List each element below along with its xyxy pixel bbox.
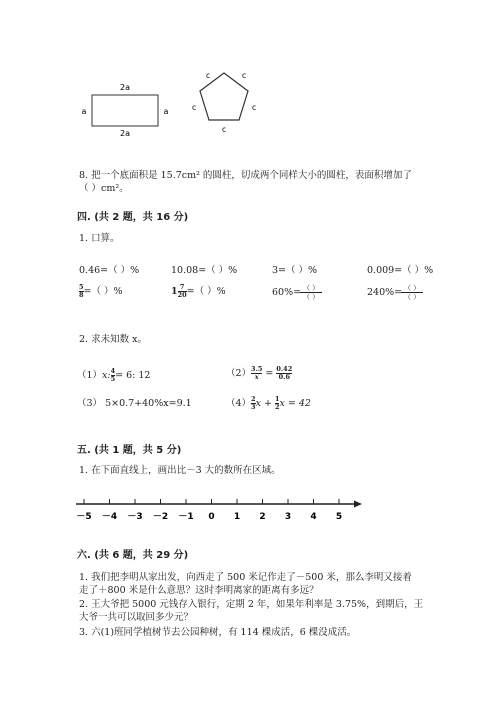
number-line-tick-label: 4 xyxy=(310,512,317,522)
fraction-blank-60: （ ） （ ） xyxy=(300,284,322,301)
number-line-tick-label: 5 xyxy=(335,512,343,522)
fraction-3-5-x: $\frac{3.5}{x}$ xyxy=(251,365,263,381)
number-line-tick-label: －2 xyxy=(152,512,169,522)
fraction-0-42-0-6: $\frac{0.42}{0.6}$ xyxy=(276,365,293,381)
number-line-tick-label: －4 xyxy=(101,512,118,522)
fraction-blank-240: （ ） （ ） xyxy=(401,284,423,301)
sec4-q2-text: 2. 求未知数 x。 xyxy=(79,334,147,345)
sec4-q1-text: 1. 口算。 xyxy=(79,233,120,244)
calc-5-8: $\frac{5}{8}$ =（ ）% xyxy=(79,283,123,299)
penta-label-5: c xyxy=(191,103,197,112)
equation-3: （3） 5×0.7+40%x=9.1 xyxy=(77,398,192,409)
number-line-tick-label: 2 xyxy=(259,512,266,522)
penta-label-2: c xyxy=(241,71,247,80)
number-line-arrow xyxy=(354,501,362,508)
geometry-figures xyxy=(70,60,290,145)
rect-bottom-label: 2a xyxy=(120,129,130,138)
calc-0-46: 0.46=（ ）% xyxy=(79,265,140,276)
rect-right-label: a xyxy=(163,107,169,116)
number-line-tick-label: 1 xyxy=(233,512,241,522)
number-line-tick-label: 0 xyxy=(208,512,215,522)
section-4-heading: 四. (共 2 题，共 16 分) xyxy=(77,212,189,223)
fraction-2-3: $\frac{2}{3}$ xyxy=(251,395,256,411)
section-6-heading: 六. (共 6 题，共 29 分) xyxy=(77,550,189,561)
q8-line2: （ ）cm²。 xyxy=(79,183,129,194)
section-5-heading: 五. (共 1 题，共 5 分) xyxy=(77,445,182,456)
rectangle-shape xyxy=(92,95,158,126)
q8-line1: 8. 把一个底面积是 15.7cm² 的圆柱，切成两个同样大小的圆柱，表面积增加了 xyxy=(79,170,412,181)
fraction-7-20: $\frac{7}{20}$ xyxy=(177,283,187,299)
number-line xyxy=(70,496,370,526)
penta-label-3: c xyxy=(251,103,257,112)
calc-1-7-20: 1 $\frac{7}{20}$ =（ ）% xyxy=(171,283,226,299)
rect-left-label: a xyxy=(81,107,87,116)
number-line-tick-label: －5 xyxy=(76,512,92,522)
rect-top-label: 2a xyxy=(120,83,130,92)
equation-1: （1）x: $\frac{4}{5}$ = 6: 12 xyxy=(77,367,151,383)
sec6-q2-line1: 2. 王大爷把 5000 元钱存入银行，定期 2 年，如果年利率是 3.75%，到期后，王 xyxy=(79,599,424,610)
sec6-q1-line1: 1. 我们把李明从家出发，向西走了 500 米记作走了－500 米，那么李明又接着 xyxy=(79,572,412,583)
calc-3: 3=（ ）% xyxy=(272,265,318,276)
sec6-q1-line2: 走了＋800 米是什么意思？这时李明离家的距离有多远？ xyxy=(79,585,319,596)
calc-60-percent: 60%= （ ） （ ） xyxy=(272,284,322,301)
number-line-tick-label: 3 xyxy=(284,512,292,522)
fraction-1-2: $\frac{1}{2}$ xyxy=(274,395,280,411)
sec6-q2-line2: 大爷一共可以取回多少元？ xyxy=(79,612,194,623)
equation-4: （4） $\frac{2}{3}$ x + $\frac{1}{2}$ x = 42 xyxy=(226,395,311,411)
calc-10-08: 10.08=（ ）% xyxy=(171,265,238,276)
calc-0-009: 0.009=（ ）% xyxy=(367,265,434,276)
equation-2: （2） $\frac{3.5}{x}$ = $\frac{0.42}{0.6}$ xyxy=(226,365,293,381)
pentagon-shape xyxy=(200,73,248,120)
fraction-4-5: $\frac{4}{5}$ xyxy=(110,367,116,383)
sec6-q3-text: 3. 六(1)班同学植树节去公园种树，有 114 棵成活，6 棵没成活。 xyxy=(79,627,357,638)
calc-240-percent: 240%= （ ） （ ） xyxy=(367,284,423,301)
number-line-tick-label: －3 xyxy=(127,512,143,522)
penta-label-4: c xyxy=(221,125,227,134)
fraction-5-8: $\frac{5}{8}$ xyxy=(79,283,84,299)
sec5-q1-text: 1. 在下面直线上，画出比－3 大的数所在区域。 xyxy=(79,465,281,476)
penta-label-1: c xyxy=(205,71,211,80)
number-line-tick-label: －1 xyxy=(178,512,194,522)
